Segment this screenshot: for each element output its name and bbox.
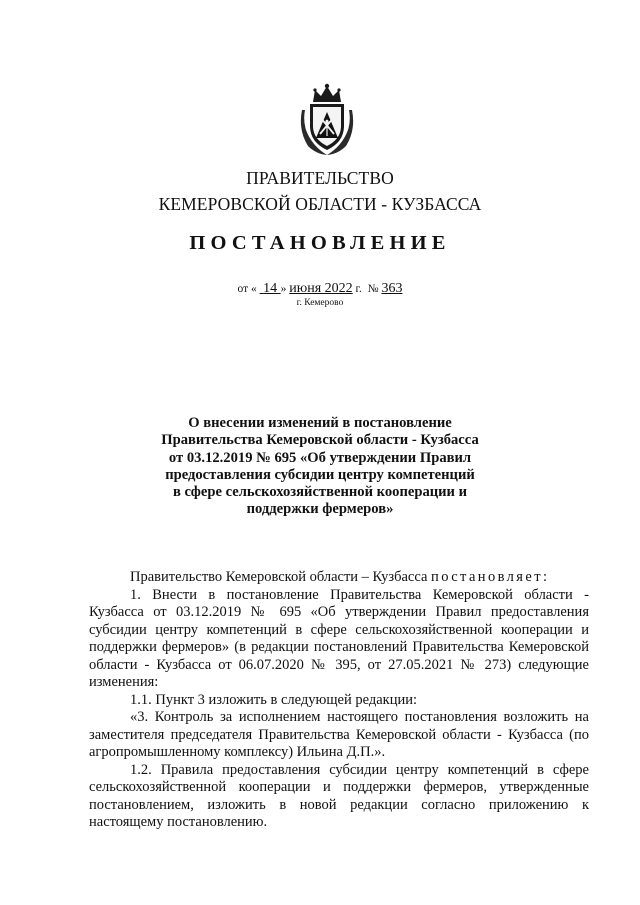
- subject-line: О внесении изменений в постановление: [188, 415, 452, 431]
- subject-line: Правительства Кемеровской области - Кузбасса: [161, 432, 479, 449]
- document-subject: [150, 415, 490, 519]
- from-label: от «: [237, 283, 257, 295]
- subject-line: в сфере сельскохозяйственной кооперации и: [172, 484, 468, 501]
- paragraph-1: 1. Внести в постановление Правительства Кемеровской области - Кузбасса от 03.12.2019 № 695 «Об утверждении Правил предоставления субсидии центру компетенций в сфере сельскохозяйственной кооперации и поддержки фермеров» (в редакции постановлений Правительства Кемеровской области - Кузбасса от 06.07.2020 № 395, от 27.05.2021 № 273) следующие изменения:: [89, 586, 589, 690]
- paragraph-1-1-quote: «3. Контроль за исполнением настоящего постановления возложить на заместителя председателя Правительства Кемеровской области - Кузбасса (по агропромышленному комплексу) Ильина Д.П.».: [89, 709, 589, 760]
- subject-line: от 03.12.2019 № 695 «Об утверждении Правил: [168, 449, 472, 466]
- document-number: 363: [381, 281, 403, 296]
- paragraph-1-2: 1.2. Правила предоставления субсидии центру компетенций в сфере сельскохозяйственной кооперации и поддержки фермеров, утвержденные постановлением, изложить в новой редакции согласно приложению к настоящему постановлению.: [89, 761, 589, 830]
- document-body: [89, 569, 589, 832]
- intro-paragraph: Правительство Кемеровской области – Кузбасса постановляет:: [130, 569, 550, 585]
- government-name-line2: КЕМЕРОВСКОЙ ОБЛАСТИ - КУЗБАССА: [158, 194, 482, 214]
- city-label: г. Кемерово: [296, 298, 344, 308]
- year-suffix: г.: [355, 283, 362, 295]
- date-number-line: [0, 281, 640, 297]
- paragraph-1-1: 1.1. Пункт 3 изложить в следующей редакции:: [130, 691, 418, 708]
- date-month-year: июня 2022: [289, 281, 353, 296]
- document-type-title: ПОСТАНОВЛЕНИЕ: [189, 232, 451, 254]
- subject-line: предоставления субсидии центру компетенций: [165, 466, 475, 483]
- quote-close: »: [280, 283, 287, 295]
- government-name-line1: ПРАВИТЕЛЬСТВО: [246, 168, 394, 188]
- date-day: 14: [263, 281, 278, 296]
- number-label: №: [367, 283, 379, 295]
- coat-of-arms-emblem: [296, 82, 358, 156]
- subject-line: поддержки фермеров»: [246, 501, 394, 518]
